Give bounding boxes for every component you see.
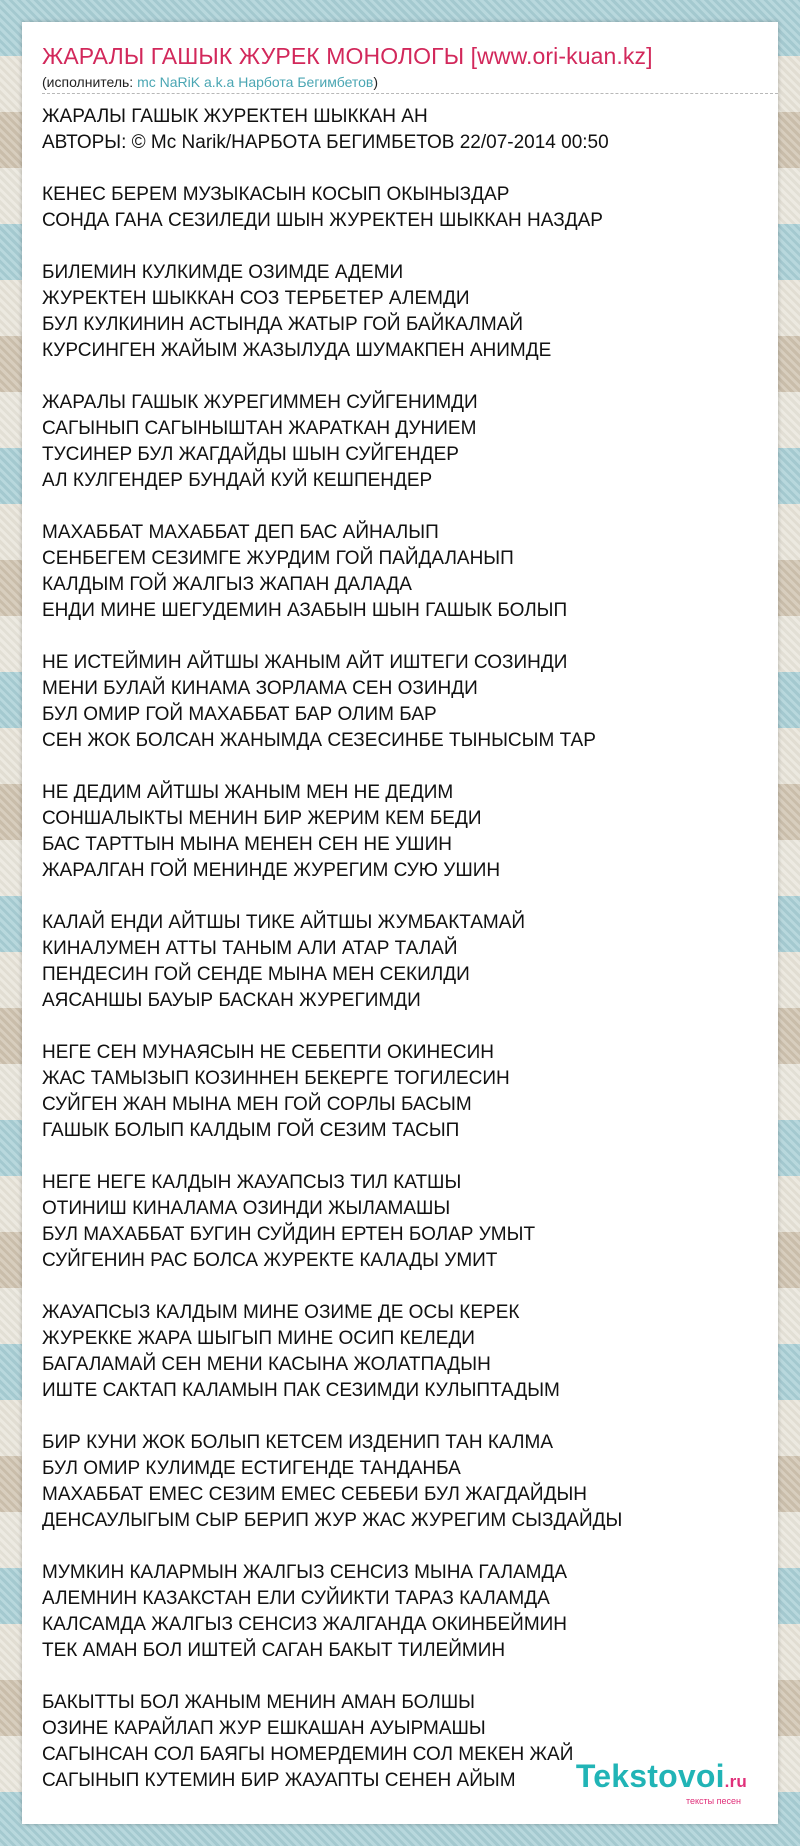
lyrics-line: ЖУРЕККЕ ЖАРА ШЫГЫП МИНЕ ОСИП КЕЛЕДИ [42, 1328, 475, 1349]
lyrics-line: БИР КУНИ ЖОК БОЛЫП КЕТСЕМ ИЗДЕНИП ТАН КАЛМА [42, 1432, 553, 1453]
lyrics-line: САГЫНЫП КУТЕМИН БИР ЖАУАПТЫ СЕНЕН АЙЫМ [42, 1770, 516, 1791]
lyrics-line: ИШТЕ САКТАП КАЛАМЫН ПАК СЕЗИМДИ КУЛЫПТАДЫМ [42, 1380, 560, 1401]
lyrics-line: КАЛАЙ ЕНДИ АЙТШЫ ТИКЕ АЙТШЫ ЖУМБАКТАМАЙ [42, 912, 526, 933]
lyrics-line: САГЫНСАН СОЛ БАЯГЫ НОМЕРДЕМИН СОЛ МЕКЕН ЖАЙ [42, 1744, 574, 1765]
lyrics-line: КИНАЛУМЕН АТТЫ ТАНЫМ АЛИ АТАР ТАЛАЙ [42, 938, 458, 959]
performer-suffix: ) [373, 74, 379, 90]
lyrics-line: БАС ТАРТТЫН МЫНА МЕНЕН СЕН НЕ УШИН [42, 834, 452, 855]
lyrics-stanza [42, 780, 758, 884]
lyrics-line: САГЫНЫП САГЫНЫШТАН ЖАРАТКАН ДУНИЕМ [42, 418, 477, 439]
lyrics-line: АЛЕМНИН КАЗАКСТАН ЕЛИ СУЙИКТИ ТАРАЗ КАЛАМДА [42, 1588, 550, 1609]
lyrics-stanza [42, 650, 758, 754]
lyrics-line: КЕНЕС БЕРЕМ МУЗЫКАСЫН КОСЫП ОКЫНЫЗДАР [42, 184, 510, 205]
page-title: ЖАРАЛЫ ГАШЫК ЖУРЕК МОНОЛОГЫ [www.ori-kuan.kz] [42, 43, 653, 69]
performer-line [42, 74, 378, 90]
lyrics-stanza [42, 1560, 758, 1664]
lyrics-line: СУЙГЕНИН РАС БОЛСА ЖУРЕКТЕ КАЛАДЫ УМИТ [42, 1250, 498, 1271]
lyrics-line: ТЕК АМАН БОЛ ИШТЕЙ САГАН БАКЫТ ТИЛЕЙМИН [42, 1640, 506, 1661]
lyrics-line: СОНШАЛЫКТЫ МЕНИН БИР ЖЕРИМ КЕМ БЕДИ [42, 808, 482, 829]
lyrics-line: ЖАУАПСЫЗ КАЛДЫМ МИНЕ ОЗИМЕ ДЕ ОСЫ КЕРЕК [42, 1302, 520, 1323]
lyrics-line: ТУСИНЕР БУЛ ЖАГДАЙДЫ ШЫН СУЙГЕНДЕР [42, 444, 459, 465]
performer-link[interactable]: mc NaRiK a.k.a Нарбота Бегимбетов [137, 74, 374, 90]
lyrics-line: НЕГЕ СЕН МУНАЯСЫН НЕ СЕБЕПТИ ОКИНЕСИН [42, 1042, 494, 1063]
lyrics-sheet [22, 22, 778, 1824]
lyrics-line: ЖАС ТАМЫЗЫП КОЗИННЕН БЕКЕРГЕ ТОГИЛЕСИН [42, 1068, 510, 1089]
lyrics-line: БАКЫТТЫ БОЛ ЖАНЫМ МЕНИН АМАН БОЛШЫ [42, 1692, 475, 1713]
lyrics-stanza [42, 1040, 758, 1144]
logo-main-text: Tekstovoi [575, 1758, 725, 1794]
lyrics-line: БИЛЕМИН КУЛКИМДЕ ОЗИМДЕ АДЕМИ [42, 262, 404, 283]
lyrics-line: АВТОРЫ: © Mc Narik/НАРБОТА БЕГИМБЕТОВ 22/07-2014 00:50 [42, 132, 609, 153]
lyrics-line: КАЛДЫМ ГОЙ ЖАЛГЫЗ ЖАПАН ДАЛАДА [42, 574, 412, 595]
lyrics-stanza [42, 104, 758, 156]
header-divider [42, 93, 778, 94]
logo-tld-text: .ru [724, 1772, 747, 1791]
lyrics-line: ГАШЫК БОЛЫП КАЛДЫМ ГОЙ СЕЗИМ ТАСЫП [42, 1120, 460, 1141]
lyrics-line: КУРСИНГЕН ЖАЙЫМ ЖАЗЫЛУДА ШУМАКПЕН АНИМДЕ [42, 340, 552, 361]
lyrics-line: БУЛ ОМИР КУЛИМДЕ ЕСТИГЕНДЕ ТАНДАНБА [42, 1458, 461, 1479]
lyrics-line: МЕНИ БУЛАЙ КИНАМА ЗОРЛАМА СЕН ОЗИНДИ [42, 678, 478, 699]
lyrics-line: АЛ КУЛГЕНДЕР БУНДАЙ КУЙ КЕШПЕНДЕР [42, 470, 433, 491]
lyrics-line: МАХАББАТ МАХАББАТ ДЕП БАС АЙНАЛЫП [42, 522, 439, 543]
lyrics-line: ОТИНИШ КИНАЛАМА ОЗИНДИ ЖЫЛАМАШЫ [42, 1198, 451, 1219]
lyrics-stanza [42, 390, 758, 494]
lyrics-line: ЖАРАЛГАН ГОЙ МЕНИНДЕ ЖУРЕГИМ СУЮ УШИН [42, 860, 501, 881]
lyrics-line: НЕГЕ НЕГЕ КАЛДЫН ЖАУАПСЫЗ ТИЛ КАТШЫ [42, 1172, 462, 1193]
lyrics-stanza [42, 1170, 758, 1274]
lyrics-line: БУЛ КУЛКИНИН АСТЫНДА ЖАТЫР ГОЙ БАЙКАЛМАЙ [42, 314, 524, 335]
lyrics-line: БАГАЛАМАЙ СЕН МЕНИ КАСЫНА ЖОЛАТПАДЫН [42, 1354, 491, 1375]
lyrics-line: БУЛ ОМИР ГОЙ МАХАББАТ БАР ОЛИМ БАР [42, 704, 437, 725]
lyrics-stanza [42, 1300, 758, 1404]
logo-tagline: тексты песен [685, 1796, 741, 1806]
performer-prefix: (исполнитель: [42, 74, 138, 90]
lyrics-stanza [42, 182, 758, 234]
lyrics-line: АЯСАНШЫ БАУЫР БАСКАН ЖУРЕГИМДИ [42, 990, 421, 1011]
lyrics-line: МУМКИН КАЛАРМЫН ЖАЛГЫЗ СЕНСИЗ МЫНА ГАЛАМДА [42, 1562, 568, 1583]
lyrics-line: НЕ ДЕДИМ АЙТШЫ ЖАНЫМ МЕН НЕ ДЕДИМ [42, 782, 454, 803]
lyrics-line: ЕНДИ МИНЕ ШЕГУДЕМИН АЗАБЫН ШЫН ГАШЫК БОЛЫП [42, 600, 568, 621]
lyrics-stanza [42, 1430, 758, 1534]
lyrics-line: БУЛ МАХАББАТ БУГИН СУЙДИН ЕРТЕН БОЛАР УМЫТ [42, 1224, 536, 1245]
lyrics-stanza [42, 260, 758, 364]
lyrics-line: СОНДА ГАНА СЕЗИЛЕДИ ШЫН ЖУРЕКТЕН ШЫККАН НАЗДАР [42, 210, 603, 231]
lyrics-line: ЖАРАЛЫ ГАШЫК ЖУРЕКТЕН ШЫККАН АН [42, 106, 428, 127]
lyrics-line: СЕНБЕГЕМ СЕЗИМГЕ ЖУРДИМ ГОЙ ПАЙДАЛАНЫП [42, 548, 514, 569]
lyrics-line: ЖАРАЛЫ ГАШЫК ЖУРЕГИММЕН СУЙГЕНИМДИ [42, 392, 478, 413]
lyrics-line: ЖУРЕКТЕН ШЫККАН СОЗ ТЕРБЕТЕР АЛЕМДИ [42, 288, 470, 309]
lyrics-line: СУЙГЕН ЖАН МЫНА МЕН ГОЙ СОРЛЫ БАСЫМ [42, 1094, 472, 1115]
lyrics-line: КАЛСАМДА ЖАЛГЫЗ СЕНСИЗ ЖАЛГАНДА ОКИНБЕЙМИН [42, 1614, 568, 1635]
lyrics-stanza [42, 910, 758, 1014]
lyrics-line: ОЗИНЕ КАРАЙЛАП ЖУР ЕШКАШАН АУЫРМАШЫ [42, 1718, 486, 1739]
site-logo[interactable] [576, 1760, 747, 1806]
lyrics-line: МАХАББАТ ЕМЕС СЕЗИМ ЕМЕС СЕБЕБИ БУЛ ЖАГДАЙДЫН [42, 1484, 587, 1505]
lyrics-line: СЕН ЖОК БОЛСАН ЖАНЫМДА СЕЗЕСИНБЕ ТЫНЫСЫМ ТАР [42, 730, 596, 751]
lyrics-line: ДЕНСАУЛЫГЫМ СЫР БЕРИП ЖУР ЖАС ЖУРЕГИМ СЫЗДАЙДЫ [42, 1510, 623, 1531]
lyrics-line: ПЕНДЕСИН ГОЙ СЕНДЕ МЫНА МЕН СЕКИЛДИ [42, 964, 470, 985]
lyrics-line: НЕ ИСТЕЙМИН АЙТШЫ ЖАНЫМ АЙТ ИШТЕГИ СОЗИНДИ [42, 652, 568, 673]
lyrics-body [42, 104, 758, 1820]
lyrics-stanza [42, 520, 758, 624]
